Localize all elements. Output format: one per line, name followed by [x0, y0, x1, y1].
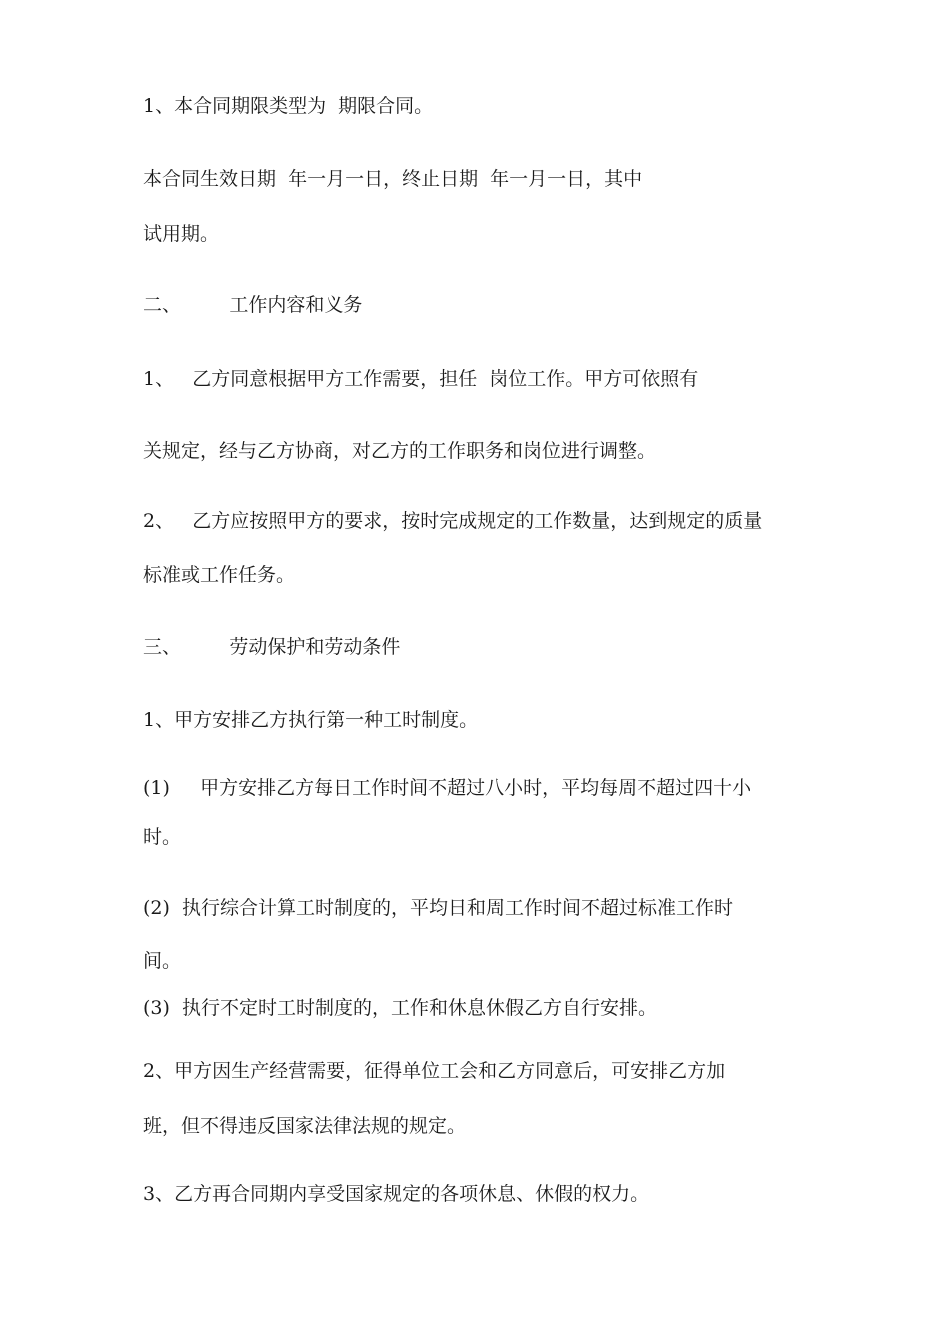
labor-clause-2: 2、甲方因生产经营需要，征得单位工会和乙方同意后，可安排乙方加 [143, 1060, 726, 1082]
labor-clause-2-cont: 班，但不得违反国家法律法规的规定。 [143, 1115, 467, 1137]
labor-item-1-cont: 时。 [143, 826, 182, 848]
effective-date-line: 本合同生效日期 年一月一日，终止日期 年一月一日，其中 [143, 168, 643, 190]
labor-item-3: (3) 执行不定时工时制度的，工作和休息休假乙方自行安排。 [143, 997, 657, 1019]
probation-line: 试用期。 [143, 223, 220, 245]
work-clause-2-cont: 标准或工作任务。 [143, 564, 296, 586]
labor-clause-3: 3、乙方再合同期内享受国家规定的各项休息、休假的权力。 [143, 1183, 650, 1205]
work-clause-1: 1、 乙方同意根据甲方工作需要，担任 岗位工作。甲方可依照有 [143, 368, 699, 390]
labor-item-2: (2) 执行综合计算工时制度的，平均日和周工作时间不超过标准工作时 [143, 897, 733, 919]
labor-item-2-cont: 间。 [143, 950, 182, 972]
section-heading-work: 二、 工作内容和义务 [143, 294, 363, 316]
labor-clause-1: 1、甲方安排乙方执行第一种工时制度。 [143, 709, 479, 731]
labor-item-1: (1) 甲方安排乙方每日工作时间不超过八小时，平均每周不超过四十小 [143, 777, 752, 799]
work-clause-2: 2、 乙方应按照甲方的要求，按时完成规定的工作数量，达到规定的质量 [143, 510, 763, 532]
clause-term-type: 1、本合同期限类型为 期限合同。 [143, 95, 434, 117]
section-heading-labor: 三、 劳动保护和劳动条件 [143, 636, 401, 658]
work-clause-1-cont: 关规定，经与乙方协商，对乙方的工作职务和岗位进行调整。 [143, 440, 657, 462]
